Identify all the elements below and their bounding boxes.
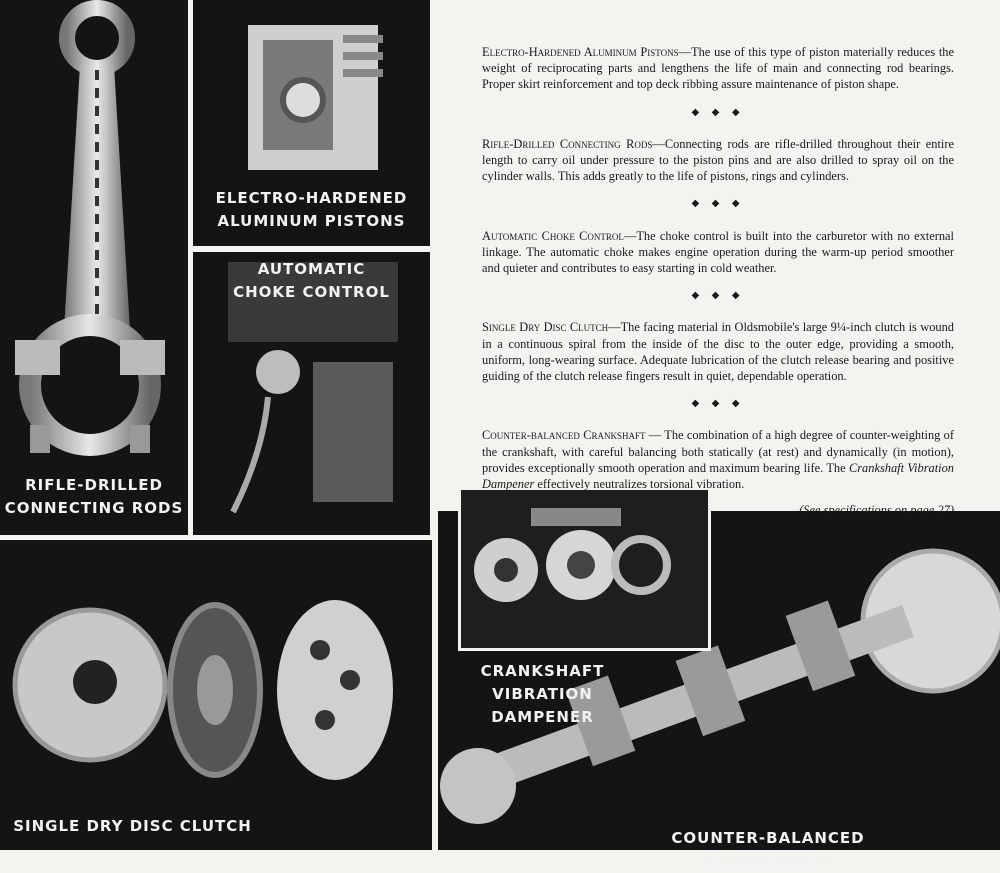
paragraph-heading: Automatic Choke Control bbox=[482, 228, 624, 243]
separator: ◆ ◆ ◆ bbox=[691, 106, 745, 118]
caption-line: CHOKE CONTROL bbox=[233, 283, 390, 301]
paragraph-body: —The choke control is built into the carburetor with no external linkage. The automatic choke makes engine operation during the warm-up period smoother and quieter and contributes to easy starting in cold weather. bbox=[482, 228, 954, 276]
paragraph-body: —Connecting rods are rifle-drilled throughout their entire length to carry oil under pressure to the piston pins and are also drilled to spray oil on the cylinder walls. This adds greatly to the life of pistons, rings and cylinders. bbox=[482, 136, 954, 184]
paragraph-italic: Crankshaft Vibration Dampener bbox=[482, 460, 954, 492]
crankshaft-caption: COUNTER-BALANCED CRANKSHAFT bbox=[671, 829, 865, 870]
caption-line: CONNECTING RODS bbox=[4, 499, 184, 517]
separator: ◆ ◆ ◆ bbox=[691, 290, 745, 302]
paragraph-tail: effectively neutralizes torsional vibration. bbox=[534, 477, 745, 492]
pistons-caption bbox=[193, 187, 430, 233]
connecting-rod-illustration bbox=[0, 0, 188, 535]
text-column bbox=[482, 44, 954, 518]
paragraph-body: —The use of this type of piston materially reduces the weight of reciprocating parts and lengthens the life of main and connecting rod bearings. Proper skirt reinforcement and top deck ribbing assure maintenance of piston shape. bbox=[482, 45, 954, 92]
caption-line: AUTOMATIC bbox=[257, 260, 366, 278]
caption-line: ALUMINUM PISTONS bbox=[217, 212, 406, 230]
paragraph-body: —The facing material in Oldsmobile's large 9¼-inch clutch is wound in a continuous spiral from the inside of the disc to the outer edge, providing a smooth, uniform, long-wearing surface. Adequate lubrication of the clutch release bearing and positive guiding of the clutch release fingers result in quiet, dependable operation. bbox=[482, 320, 954, 384]
separator: ◆ ◆ ◆ bbox=[691, 198, 745, 210]
paragraph-heading: Electro-Hardened Aluminum Pistons bbox=[482, 45, 679, 59]
paragraph-choke bbox=[482, 228, 954, 277]
pistons-panel bbox=[193, 0, 430, 246]
paragraph-pistons bbox=[482, 44, 954, 93]
paragraph-heading: Single Dry Disc Clutch bbox=[482, 320, 609, 335]
clutch-caption: SINGLE DRY DISC CLUTCH bbox=[13, 817, 252, 835]
paragraph-heading: Rifle-Drilled Connecting Rods bbox=[482, 136, 653, 151]
choke-panel bbox=[193, 252, 430, 535]
paragraph-clutch bbox=[482, 319, 954, 384]
clutch-panel bbox=[0, 540, 432, 850]
paragraph-crankshaft bbox=[482, 427, 954, 492]
connecting-rods-panel bbox=[0, 0, 188, 535]
paragraph-body: — The combination of a high degree of counter-weighting of the crankshaft, with careful balancing both statically (at rest) and dynamically (in motion), provides exceptionally smooth operation and maximum bearing life. The bbox=[482, 428, 954, 475]
page-reference: (See specifications on page 27) bbox=[799, 503, 954, 518]
caption-line: RIFLE-DRILLED bbox=[25, 476, 163, 494]
caption-line: DAMPENER bbox=[491, 708, 594, 726]
caption-line: ELECTRO-HARDENED bbox=[215, 189, 408, 207]
caption-line: CRANKSHAFT VIBRATION bbox=[480, 662, 605, 703]
paragraph-connecting-rods bbox=[482, 136, 954, 185]
dampener-caption bbox=[440, 660, 645, 729]
connecting-rods-caption bbox=[0, 474, 188, 520]
separator: ◆ ◆ ◆ bbox=[691, 398, 745, 410]
paragraph-heading: Counter-balanced Crankshaft bbox=[482, 428, 646, 443]
choke-caption bbox=[193, 258, 430, 304]
clutch-illustration bbox=[0, 540, 432, 850]
